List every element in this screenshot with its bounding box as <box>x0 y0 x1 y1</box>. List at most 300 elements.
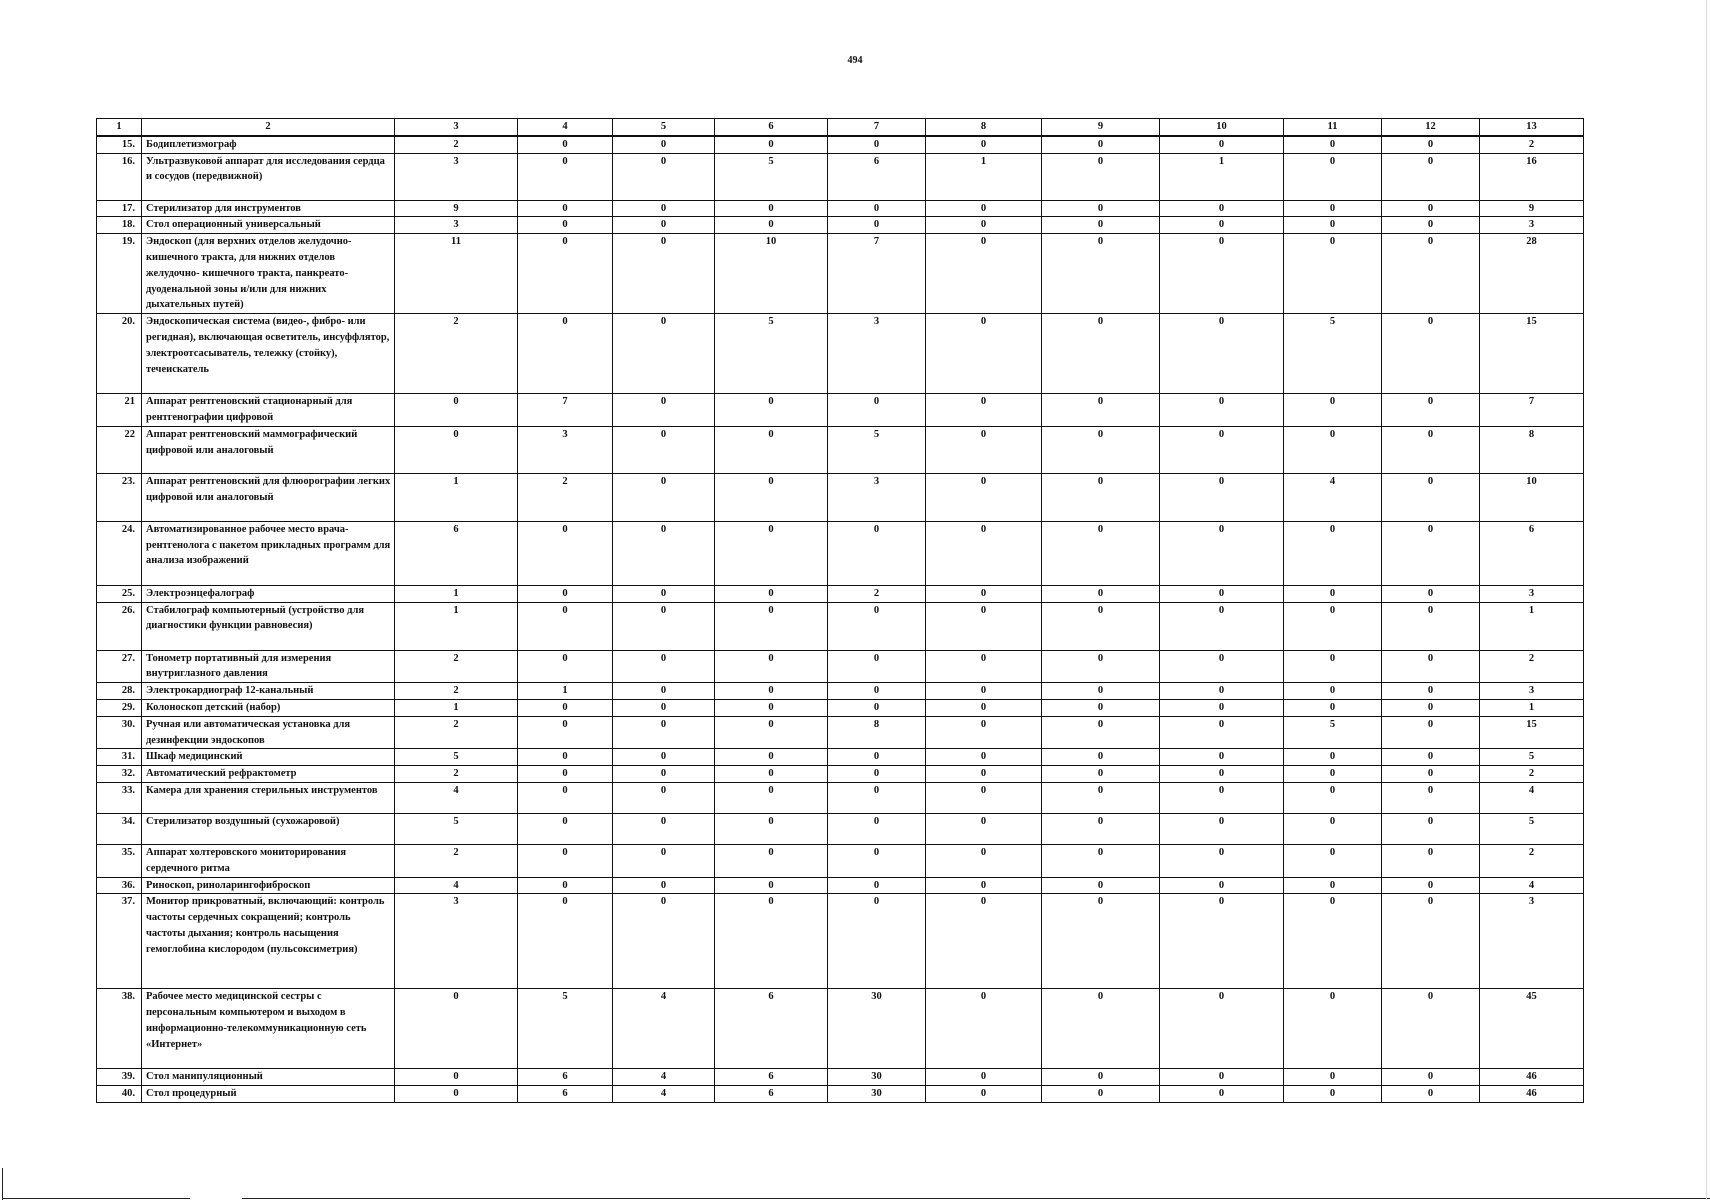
quantity-cell: 1 <box>395 699 518 716</box>
row-number-cell: 18. <box>97 217 142 234</box>
quantity-cell: 0 <box>1160 234 1284 314</box>
quantity-cell: 0 <box>926 136 1042 153</box>
table-row <box>97 749 1584 766</box>
table-row <box>97 585 1584 602</box>
quantity-cell: 0 <box>1382 650 1480 683</box>
quantity-cell: 0 <box>613 749 715 766</box>
row-number-cell: 25. <box>97 585 142 602</box>
row-number-cell: 31. <box>97 749 142 766</box>
quantity-cell: 0 <box>1160 813 1284 844</box>
quantity-cell: 0 <box>1042 394 1160 427</box>
quantity-cell: 8 <box>828 716 926 749</box>
quantity-cell: 0 <box>715 200 828 217</box>
quantity-cell: 0 <box>1160 699 1284 716</box>
quantity-cell: 0 <box>1284 602 1382 650</box>
quantity-cell: 30 <box>828 1086 926 1103</box>
quantity-cell: 0 <box>1284 782 1382 813</box>
quantity-cell: 0 <box>1284 1069 1382 1086</box>
column-header: 11 <box>1284 119 1382 136</box>
quantity-cell: 0 <box>1160 766 1284 783</box>
total-cell: 15 <box>1480 314 1584 394</box>
total-cell: 8 <box>1480 426 1584 473</box>
table-header-row <box>97 119 1584 136</box>
equipment-name-cell: Бодиплетизмограф <box>142 136 395 153</box>
table-row <box>97 844 1584 877</box>
quantity-cell: 0 <box>1382 217 1480 234</box>
equipment-table <box>96 118 1584 1103</box>
table-row <box>97 153 1584 200</box>
quantity-cell: 0 <box>1160 426 1284 473</box>
quantity-cell: 0 <box>1160 1069 1284 1086</box>
total-cell: 46 <box>1480 1069 1584 1086</box>
quantity-cell: 0 <box>1382 200 1480 217</box>
column-header: 4 <box>518 119 613 136</box>
quantity-cell: 0 <box>613 716 715 749</box>
column-header: 7 <box>828 119 926 136</box>
table-row <box>97 200 1584 217</box>
row-number-cell: 37. <box>97 894 142 989</box>
scan-edge-left <box>2 1168 3 1200</box>
quantity-cell: 4 <box>395 782 518 813</box>
quantity-cell: 6 <box>715 1069 828 1086</box>
quantity-cell: 2 <box>395 766 518 783</box>
quantity-cell: 0 <box>1042 844 1160 877</box>
quantity-cell: 0 <box>518 136 613 153</box>
table-row <box>97 894 1584 989</box>
quantity-cell: 1 <box>1160 153 1284 200</box>
quantity-cell: 0 <box>613 894 715 989</box>
column-header: 1 <box>97 119 142 136</box>
equipment-name-cell: Камера для хранения стерильных инструментов <box>142 782 395 813</box>
quantity-cell: 0 <box>613 782 715 813</box>
quantity-cell: 0 <box>613 699 715 716</box>
quantity-cell: 0 <box>1284 585 1382 602</box>
equipment-table-container <box>96 118 1583 1103</box>
table-row <box>97 716 1584 749</box>
total-cell: 5 <box>1480 813 1584 844</box>
quantity-cell: 0 <box>715 813 828 844</box>
quantity-cell: 0 <box>518 877 613 894</box>
quantity-cell: 0 <box>613 602 715 650</box>
total-cell: 4 <box>1480 877 1584 894</box>
quantity-cell: 0 <box>715 766 828 783</box>
quantity-cell: 0 <box>1160 394 1284 427</box>
quantity-cell: 0 <box>1160 602 1284 650</box>
quantity-cell: 3 <box>828 314 926 394</box>
equipment-name-cell: Стерилизатор воздушный (сухожаровой) <box>142 813 395 844</box>
row-number-cell: 36. <box>97 877 142 894</box>
total-cell: 9 <box>1480 200 1584 217</box>
quantity-cell: 0 <box>613 844 715 877</box>
quantity-cell: 0 <box>1042 200 1160 217</box>
column-header: 3 <box>395 119 518 136</box>
quantity-cell: 0 <box>1382 234 1480 314</box>
quantity-cell: 0 <box>1160 200 1284 217</box>
quantity-cell: 0 <box>1042 699 1160 716</box>
quantity-cell: 0 <box>395 394 518 427</box>
quantity-cell: 0 <box>715 521 828 585</box>
equipment-name-cell: Стол манипуляционный <box>142 1069 395 1086</box>
quantity-cell: 3 <box>395 153 518 200</box>
quantity-cell: 1 <box>926 153 1042 200</box>
quantity-cell: 6 <box>395 521 518 585</box>
quantity-cell: 0 <box>1284 650 1382 683</box>
quantity-cell: 0 <box>1042 602 1160 650</box>
quantity-cell: 0 <box>518 217 613 234</box>
quantity-cell: 0 <box>926 394 1042 427</box>
quantity-cell: 0 <box>715 585 828 602</box>
quantity-cell: 0 <box>828 200 926 217</box>
equipment-name-cell: Аппарат холтеровского мониторирования сердечного ритма <box>142 844 395 877</box>
table-row <box>97 877 1584 894</box>
quantity-cell: 0 <box>715 894 828 989</box>
quantity-cell: 0 <box>1160 894 1284 989</box>
quantity-cell: 0 <box>926 473 1042 521</box>
quantity-cell: 1 <box>395 585 518 602</box>
row-number-cell: 23. <box>97 473 142 521</box>
quantity-cell: 1 <box>395 602 518 650</box>
quantity-cell: 0 <box>1382 813 1480 844</box>
quantity-cell: 4 <box>1284 473 1382 521</box>
total-cell: 3 <box>1480 585 1584 602</box>
quantity-cell: 0 <box>1382 844 1480 877</box>
quantity-cell: 0 <box>1160 473 1284 521</box>
column-header: 12 <box>1382 119 1480 136</box>
row-number-cell: 38. <box>97 989 142 1069</box>
quantity-cell: 0 <box>1382 473 1480 521</box>
quantity-cell: 0 <box>1160 217 1284 234</box>
quantity-cell: 0 <box>395 426 518 473</box>
quantity-cell: 0 <box>926 699 1042 716</box>
quantity-cell: 0 <box>1042 650 1160 683</box>
quantity-cell: 2 <box>395 844 518 877</box>
total-cell: 2 <box>1480 136 1584 153</box>
table-row <box>97 1069 1584 1086</box>
quantity-cell: 0 <box>1160 1086 1284 1103</box>
row-number-cell: 30. <box>97 716 142 749</box>
equipment-name-cell: Аппарат рентгеновский для флюорографии легких цифровой или аналоговый <box>142 473 395 521</box>
quantity-cell: 5 <box>395 749 518 766</box>
total-cell: 2 <box>1480 650 1584 683</box>
equipment-name-cell: Автоматический рефрактометр <box>142 766 395 783</box>
quantity-cell: 0 <box>613 813 715 844</box>
quantity-cell: 0 <box>715 217 828 234</box>
quantity-cell: 0 <box>828 894 926 989</box>
quantity-cell: 0 <box>1284 766 1382 783</box>
column-header: 9 <box>1042 119 1160 136</box>
quantity-cell: 5 <box>828 426 926 473</box>
quantity-cell: 0 <box>1284 136 1382 153</box>
quantity-cell: 0 <box>613 683 715 700</box>
quantity-cell: 0 <box>1160 521 1284 585</box>
quantity-cell: 0 <box>926 716 1042 749</box>
quantity-cell: 1 <box>395 473 518 521</box>
quantity-cell: 0 <box>1042 521 1160 585</box>
quantity-cell: 5 <box>395 813 518 844</box>
quantity-cell: 0 <box>1284 234 1382 314</box>
quantity-cell: 7 <box>518 394 613 427</box>
quantity-cell: 0 <box>1042 153 1160 200</box>
quantity-cell: 0 <box>926 894 1042 989</box>
quantity-cell: 6 <box>715 989 828 1069</box>
quantity-cell: 6 <box>828 153 926 200</box>
quantity-cell: 0 <box>828 766 926 783</box>
quantity-cell: 0 <box>828 683 926 700</box>
total-cell: 3 <box>1480 217 1584 234</box>
quantity-cell: 0 <box>715 136 828 153</box>
quantity-cell: 0 <box>1042 1069 1160 1086</box>
quantity-cell: 0 <box>828 844 926 877</box>
quantity-cell: 0 <box>828 650 926 683</box>
equipment-name-cell: Эндоскоп (для верхних отделов желудочно-кишечного тракта, для нижних отделов желудочно- кишечного тракта, панкреато-дуоденальной зоны и/или для нижних дыхательных путей) <box>142 234 395 314</box>
quantity-cell: 0 <box>1284 844 1382 877</box>
quantity-cell: 0 <box>518 314 613 394</box>
quantity-cell: 0 <box>715 749 828 766</box>
quantity-cell: 0 <box>1042 426 1160 473</box>
quantity-cell: 0 <box>1042 749 1160 766</box>
quantity-cell: 0 <box>613 766 715 783</box>
quantity-cell: 0 <box>1284 877 1382 894</box>
table-row <box>97 782 1584 813</box>
total-cell: 6 <box>1480 521 1584 585</box>
quantity-cell: 9 <box>395 200 518 217</box>
quantity-cell: 0 <box>518 766 613 783</box>
quantity-cell: 0 <box>1042 217 1160 234</box>
row-number-cell: 39. <box>97 1069 142 1086</box>
quantity-cell: 0 <box>926 200 1042 217</box>
row-number-cell: 32. <box>97 766 142 783</box>
table-row <box>97 521 1584 585</box>
quantity-cell: 0 <box>828 782 926 813</box>
quantity-cell: 2 <box>828 585 926 602</box>
row-number-cell: 27. <box>97 650 142 683</box>
quantity-cell: 0 <box>926 521 1042 585</box>
quantity-cell: 0 <box>613 426 715 473</box>
quantity-cell: 2 <box>395 683 518 700</box>
quantity-cell: 0 <box>926 989 1042 1069</box>
quantity-cell: 0 <box>1382 766 1480 783</box>
total-cell: 4 <box>1480 782 1584 813</box>
quantity-cell: 0 <box>926 844 1042 877</box>
quantity-cell: 0 <box>715 844 828 877</box>
quantity-cell: 0 <box>613 585 715 602</box>
quantity-cell: 0 <box>926 1086 1042 1103</box>
quantity-cell: 0 <box>1382 585 1480 602</box>
equipment-name-cell: Стол операционный универсальный <box>142 217 395 234</box>
quantity-cell: 0 <box>613 394 715 427</box>
column-header: 2 <box>142 119 395 136</box>
quantity-cell: 0 <box>715 877 828 894</box>
quantity-cell: 1 <box>518 683 613 700</box>
quantity-cell: 0 <box>1042 766 1160 783</box>
quantity-cell: 0 <box>613 234 715 314</box>
quantity-cell: 0 <box>1284 813 1382 844</box>
column-header: 8 <box>926 119 1042 136</box>
quantity-cell: 0 <box>926 234 1042 314</box>
quantity-cell: 0 <box>926 217 1042 234</box>
quantity-cell: 2 <box>395 314 518 394</box>
quantity-cell: 0 <box>518 699 613 716</box>
quantity-cell: 0 <box>828 749 926 766</box>
table-row <box>97 989 1584 1069</box>
total-cell: 5 <box>1480 749 1584 766</box>
quantity-cell: 0 <box>518 234 613 314</box>
quantity-cell: 0 <box>613 521 715 585</box>
quantity-cell: 2 <box>395 650 518 683</box>
quantity-cell: 0 <box>715 782 828 813</box>
table-row <box>97 136 1584 153</box>
quantity-cell: 0 <box>1160 683 1284 700</box>
equipment-name-cell: Аппарат рентгеновский стационарный для рентгенографии цифровой <box>142 394 395 427</box>
equipment-name-cell: Ручная или автоматическая установка для дезинфекции эндоскопов <box>142 716 395 749</box>
quantity-cell: 5 <box>1284 314 1382 394</box>
quantity-cell: 0 <box>518 585 613 602</box>
quantity-cell: 0 <box>1382 136 1480 153</box>
quantity-cell: 0 <box>1382 153 1480 200</box>
row-number-cell: 21 <box>97 394 142 427</box>
quantity-cell: 0 <box>1382 749 1480 766</box>
quantity-cell: 0 <box>1284 749 1382 766</box>
quantity-cell: 0 <box>828 394 926 427</box>
quantity-cell: 0 <box>926 749 1042 766</box>
quantity-cell: 0 <box>828 521 926 585</box>
table-body <box>97 119 1584 1103</box>
quantity-cell: 0 <box>613 314 715 394</box>
quantity-cell: 0 <box>1382 602 1480 650</box>
equipment-name-cell: Эндоскопическая система (видео-, фибро- или регидная), включающая осветитель, инсуффлятор, электроотсасыватель, тележку (стойку), течеискатель <box>142 314 395 394</box>
quantity-cell: 4 <box>395 877 518 894</box>
quantity-cell: 0 <box>1042 813 1160 844</box>
quantity-cell: 0 <box>1382 521 1480 585</box>
quantity-cell: 0 <box>828 699 926 716</box>
table-row <box>97 1086 1584 1103</box>
equipment-name-cell: Электрокардиограф 12-канальный <box>142 683 395 700</box>
row-number-cell: 29. <box>97 699 142 716</box>
table-row <box>97 217 1584 234</box>
quantity-cell: 0 <box>518 844 613 877</box>
quantity-cell: 0 <box>1160 989 1284 1069</box>
quantity-cell: 0 <box>1042 473 1160 521</box>
page-number: 494 <box>847 55 863 66</box>
total-cell: 3 <box>1480 683 1584 700</box>
quantity-cell: 0 <box>715 650 828 683</box>
row-number-cell: 22 <box>97 426 142 473</box>
quantity-cell: 0 <box>1284 200 1382 217</box>
quantity-cell: 0 <box>715 426 828 473</box>
quantity-cell: 3 <box>518 426 613 473</box>
quantity-cell: 0 <box>715 699 828 716</box>
equipment-name-cell: Стерилизатор для инструментов <box>142 200 395 217</box>
quantity-cell: 4 <box>613 1086 715 1103</box>
total-cell: 28 <box>1480 234 1584 314</box>
quantity-cell: 0 <box>1160 844 1284 877</box>
equipment-name-cell: Стабилограф компьютерный (устройство для диагностики функции равновесия) <box>142 602 395 650</box>
quantity-cell: 0 <box>715 394 828 427</box>
quantity-cell: 0 <box>1160 585 1284 602</box>
row-number-cell: 15. <box>97 136 142 153</box>
quantity-cell: 0 <box>1042 314 1160 394</box>
row-number-cell: 34. <box>97 813 142 844</box>
quantity-cell: 5 <box>715 314 828 394</box>
quantity-cell: 3 <box>395 894 518 989</box>
table-row <box>97 766 1584 783</box>
quantity-cell: 0 <box>1042 894 1160 989</box>
row-number-cell: 40. <box>97 1086 142 1103</box>
row-number-cell: 20. <box>97 314 142 394</box>
quantity-cell: 0 <box>926 877 1042 894</box>
quantity-cell: 6 <box>518 1069 613 1086</box>
quantity-cell: 2 <box>395 716 518 749</box>
total-cell: 7 <box>1480 394 1584 427</box>
quantity-cell: 0 <box>1042 234 1160 314</box>
scan-edge-bottom <box>2 1198 190 1199</box>
quantity-cell: 0 <box>1284 394 1382 427</box>
equipment-name-cell: Колоноскоп детский (набор) <box>142 699 395 716</box>
quantity-cell: 0 <box>613 153 715 200</box>
row-number-cell: 16. <box>97 153 142 200</box>
equipment-name-cell: Риноскоп, риноларингофиброскоп <box>142 877 395 894</box>
quantity-cell: 0 <box>518 782 613 813</box>
quantity-cell: 0 <box>1382 782 1480 813</box>
quantity-cell: 0 <box>1160 877 1284 894</box>
quantity-cell: 0 <box>926 766 1042 783</box>
row-number-cell: 35. <box>97 844 142 877</box>
quantity-cell: 0 <box>613 473 715 521</box>
equipment-name-cell: Автоматизированное рабочее место врача-рентгенолога с пакетом прикладных программ для анализа изображений <box>142 521 395 585</box>
quantity-cell: 5 <box>715 153 828 200</box>
quantity-cell: 0 <box>613 200 715 217</box>
quantity-cell: 30 <box>828 1069 926 1086</box>
quantity-cell: 0 <box>1042 683 1160 700</box>
quantity-cell: 0 <box>1042 716 1160 749</box>
quantity-cell: 0 <box>926 650 1042 683</box>
row-number-cell: 33. <box>97 782 142 813</box>
quantity-cell: 0 <box>1042 585 1160 602</box>
row-number-cell: 17. <box>97 200 142 217</box>
equipment-name-cell: Шкаф медицинский <box>142 749 395 766</box>
quantity-cell: 0 <box>926 426 1042 473</box>
quantity-cell: 0 <box>828 813 926 844</box>
quantity-cell: 0 <box>1382 1086 1480 1103</box>
quantity-cell: 0 <box>1382 426 1480 473</box>
equipment-name-cell: Аппарат рентгеновский маммографический цифровой или аналоговый <box>142 426 395 473</box>
table-row <box>97 602 1584 650</box>
quantity-cell: 0 <box>1160 650 1284 683</box>
quantity-cell: 0 <box>715 473 828 521</box>
equipment-name-cell: Стол процедурный <box>142 1086 395 1103</box>
table-row <box>97 683 1584 700</box>
quantity-cell: 0 <box>1284 521 1382 585</box>
quantity-cell: 3 <box>828 473 926 521</box>
quantity-cell: 0 <box>715 716 828 749</box>
quantity-cell: 0 <box>518 716 613 749</box>
quantity-cell: 0 <box>926 782 1042 813</box>
equipment-name-cell: Электроэнцефалограф <box>142 585 395 602</box>
quantity-cell: 0 <box>518 650 613 683</box>
quantity-cell: 30 <box>828 989 926 1069</box>
quantity-cell: 10 <box>715 234 828 314</box>
quantity-cell: 0 <box>395 989 518 1069</box>
quantity-cell: 0 <box>1042 989 1160 1069</box>
table-row <box>97 699 1584 716</box>
quantity-cell: 0 <box>1160 716 1284 749</box>
column-header: 6 <box>715 119 828 136</box>
quantity-cell: 0 <box>613 217 715 234</box>
quantity-cell: 0 <box>926 683 1042 700</box>
quantity-cell: 0 <box>518 153 613 200</box>
quantity-cell: 0 <box>1382 683 1480 700</box>
row-number-cell: 26. <box>97 602 142 650</box>
